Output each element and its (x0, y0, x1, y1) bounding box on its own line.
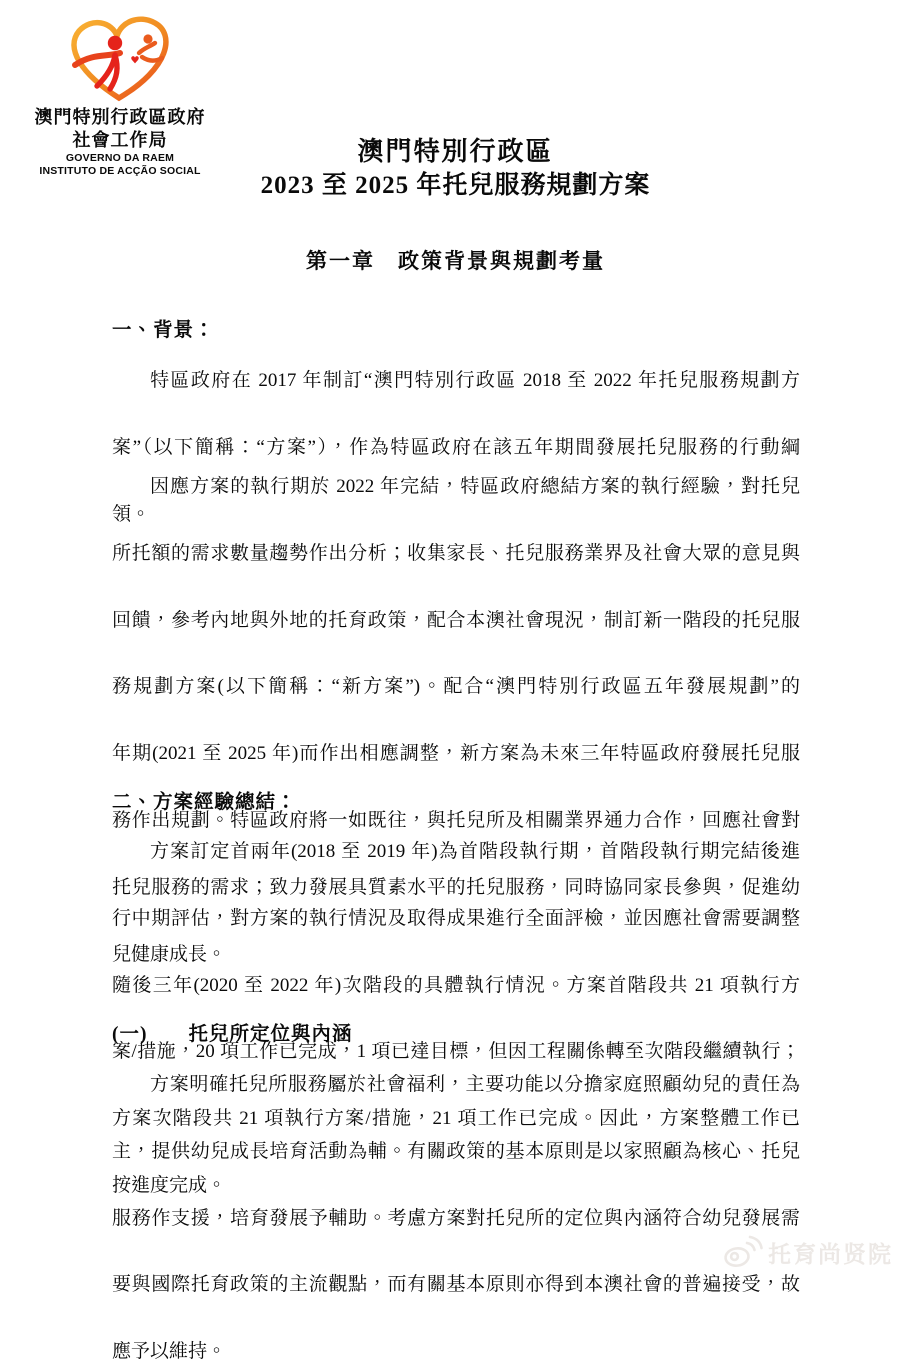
text-line: 隨後三年(2020 至 2022 年)次階段的具體執行情況。方案首階段共 21 項執行方 (112, 974, 800, 996)
section-heading: 一、背景： (112, 320, 215, 341)
text-line: 托兒服務的需求；致力發展具質素水平的托兒服務，同時協同家長參與，促進幼 (112, 876, 800, 898)
text-line: 務作出規劃。特區政府將一如既往，與托兒所及相關業界通力合作，回應社會對 (112, 810, 800, 832)
org-name-cn-line1: 澳門特別行政區政府 (34, 107, 206, 127)
document-title-line1: 澳門特別行政區 (357, 137, 554, 166)
org-name-cn-line2: 社會工作局 (72, 130, 168, 150)
section-heading: (一) 托兒所定位與內涵 (112, 1024, 353, 1045)
text-line: 領。 (112, 503, 151, 525)
org-name-pt-line1: GOVERNO DA RAEM (65, 152, 175, 164)
body-paragraph (112, 1068, 800, 1369)
text-line: 因應方案的執行期於 2022 年完結，特區政府總結方案的執行經驗，對托兒 (150, 476, 800, 497)
document-title-line2: 2023 至 2025 年托兒服務規劃方案 (260, 172, 651, 199)
section-heading: 二、方案經驗總結： (112, 792, 297, 813)
text-line: 按進度完成。 (112, 1175, 227, 1197)
watermark-text: 托育尚贤院 (768, 1240, 893, 1267)
org-name-pt-line2: INSTITUTO DE ACÇÃO SOCIAL (39, 164, 201, 177)
text-line: 案”（以下簡稱：“方案”），作為特區政府在該五年期間發展托兒服務的行動綱 (112, 436, 800, 458)
text-line: 應予以維持。 (112, 1341, 227, 1363)
ias-heart-logo-icon (57, 16, 183, 102)
text-line: 方案明確托兒所服務屬於社會福利，主要功能以分擔家庭照顧幼兒的責任為 (150, 1074, 800, 1095)
text-line: 案/措施，20 項工作已完成，1 項已達目標，但因工程關係轉至次階段繼續執行； (112, 1041, 800, 1063)
text-line: 務規劃方案(以下簡稱：“新方案”)。配合“澳門特別行政區五年發展規劃”的 (112, 676, 800, 698)
text-line: 主，提供幼兒成長培育活動為輔。有關政策的基本原則是以家照顧為核心、托兒 (112, 1140, 800, 1162)
text-line: 特區政府在 2017 年制訂“澳門特別行政區 2018 至 2022 年托兒服務規劃方 (150, 370, 800, 391)
text-line: 年期(2021 至 2025 年)而作出相應調整，新方案為未來三年特區政府發展托兒服 (112, 743, 800, 765)
watermark (723, 1235, 893, 1269)
text-line: 方案次階段共 21 項執行方案/措施，21 項工作已完成。因此，方案整體工作已 (112, 1108, 800, 1130)
text-line: 行中期評估，對方案的執行情況及取得成果進行全面評檢，並因應社會需要調整 (112, 907, 800, 929)
text-line: 所托額的需求數量趨勢作出分析；收集家長、托兒服務業界及社會大眾的意見與 (112, 542, 800, 564)
text-line: 回饋，參考內地與外地的托育政策，配合本澳社會現況，制訂新一階段的托兒服 (112, 609, 800, 631)
chapter-heading: 第一章 政策背景與規劃考量 (306, 249, 605, 273)
text-line: 要與國際托育政策的主流觀點，而有關基本原則亦得到本澳社會的普遍接受，故 (112, 1274, 800, 1296)
weibo-icon (723, 1235, 763, 1269)
text-line: 服務作支援，培育發展予輔助。考慮方案對托兒所的定位與內涵符合幼兒發展需 (112, 1207, 800, 1229)
text-line: 兒健康成長。 (112, 943, 227, 965)
text-line: 方案訂定首兩年(2018 至 2019 年)為首階段執行期，首階段執行期完結後進 (150, 841, 800, 862)
